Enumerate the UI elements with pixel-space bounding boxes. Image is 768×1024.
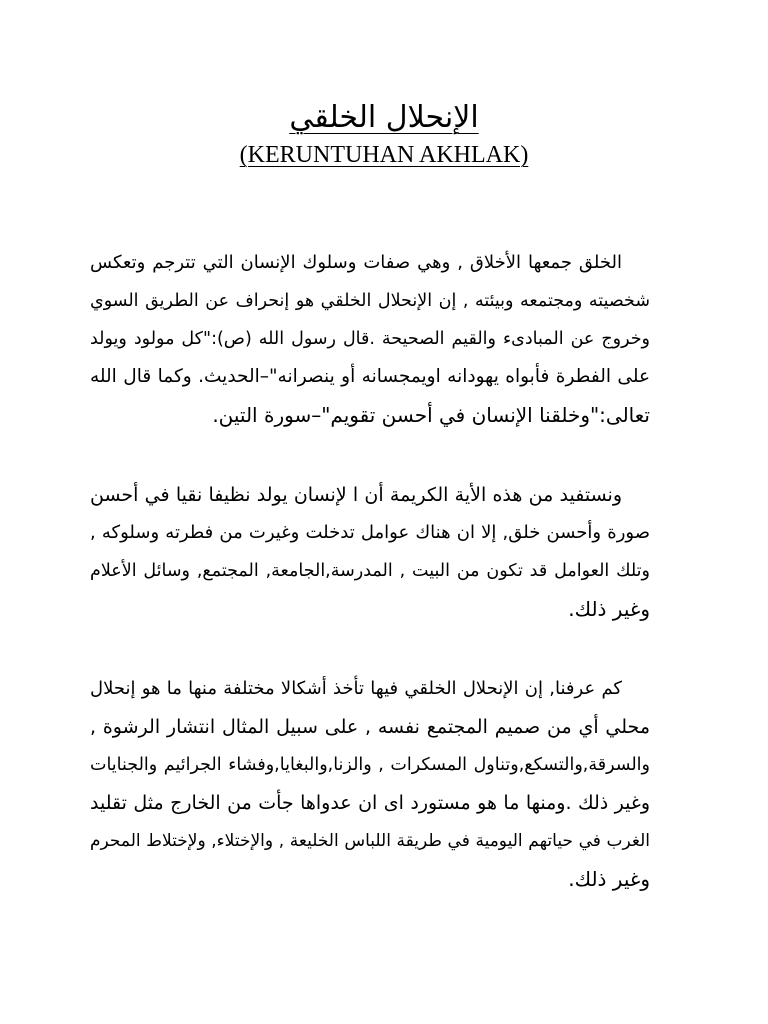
paragraph-line: صورة وأحسن خلق, إلا ان هناك عوامل تدخلت وغيرت من فطرته وسلوكه , xyxy=(90,522,650,543)
paragraph-line: كم عرفنا, إن الإنحلال الخلقي فيها تأخذ أشكالا مختلفة منها ما هو إنحلال xyxy=(90,678,622,699)
title-latin: (KERUNTUHAN AKHLAK) xyxy=(239,142,529,168)
paragraph-line: الخلق جمعها الأخلاق , وهي صفات وسلوك الإنسان التي تترجم وتعكس xyxy=(90,252,622,273)
paragraph-line: وغير ذلك. xyxy=(568,867,650,891)
paragraph-line: وغير ذلك .ومنها ما هو مستورد اى ان عدواها جأت من الخارج مثل تقليد xyxy=(90,792,650,814)
paragraph-line: على الفطرة فأبواه يهودانه اويمجسانه أو ينصرانه"–الحديث. وكما قال الله xyxy=(90,366,650,387)
paragraph-1 xyxy=(90,244,650,434)
paragraph-line: وتلك العوامل قد تكون من البيت , المدرسة,الجامعة, المجتمع, وسائل الأعلام xyxy=(90,561,650,581)
paragraph-line: شخصيته ومجتمعه وبيئته , إن الإنحلال الخلقي هو إنحراف عن الطريق السوي xyxy=(90,291,650,311)
paragraph-line: الغرب في حياتهم اليومية في طريقة اللباس الخليعة , والإختلاء, ولإختلاط المحرم xyxy=(90,831,650,851)
paragraph-line: ونستفيد من هذه الأية الكريمة أن ا لإنسان يولد نظيفا نقيا في أحسن xyxy=(90,484,622,506)
paragraph-line: محلي أي من صميم المجتمع نفسه , على سبيل المثال انتشار الرشوة , xyxy=(90,716,650,738)
title-arabic: الإنحلال الخلقي xyxy=(289,100,479,135)
paragraph-line: تعالى:"وخلقنا الإنسان في أحسن تقويم"–سورة التين. xyxy=(212,403,650,427)
paragraph-line: والسرقة,والتسكع,وتناول المسكرات , والزنا,والبغايا,وفشاء الجرائيم والجنايات xyxy=(90,755,650,775)
paragraph-line: وخروج عن المبادىء والقيم الصحيحة .قال رسول الله (ص):"كل مولود ويولد xyxy=(90,329,650,349)
paragraph-2 xyxy=(90,476,650,628)
paragraph-line: وغير ذلك. xyxy=(568,597,650,621)
paragraph-3 xyxy=(90,670,650,898)
